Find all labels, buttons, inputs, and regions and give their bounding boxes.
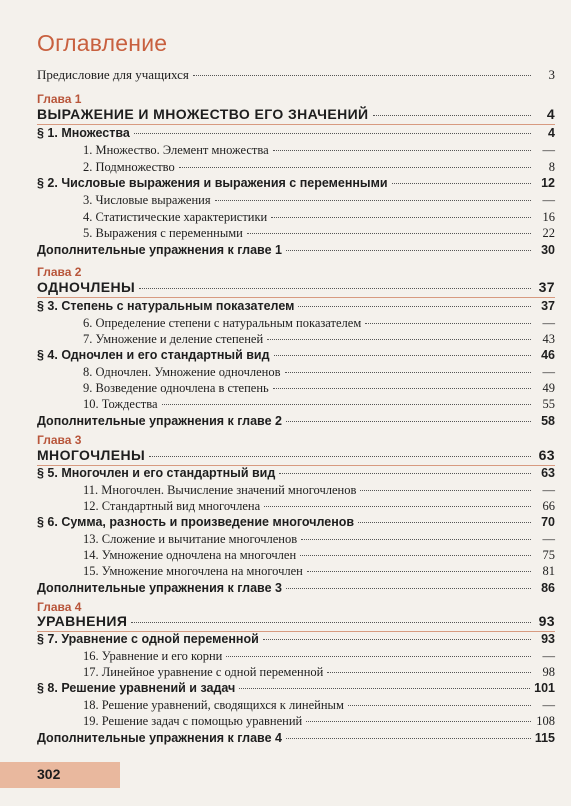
toc-subsection[interactable] — [83, 548, 555, 565]
toc-section[interactable] — [37, 126, 555, 143]
toc-subsection[interactable] — [83, 316, 555, 333]
dot-leader — [392, 183, 531, 184]
page-ref: — — [542, 193, 555, 207]
page-ref: 108 — [536, 714, 555, 728]
entry-label: 11. Многочлен. Вычисление значений многочленов — [83, 483, 357, 497]
toc-subsection[interactable] — [83, 381, 555, 398]
dot-leader — [286, 421, 531, 422]
chapter-label: Глава 2 — [37, 265, 82, 279]
toc-subsection[interactable] — [83, 365, 555, 382]
toc-subsection[interactable] — [83, 698, 555, 715]
page-number: 302 — [37, 766, 61, 782]
page-ref: 37 — [541, 299, 555, 313]
dot-leader — [139, 288, 531, 289]
dot-leader — [273, 150, 531, 151]
dot-leader — [215, 200, 531, 201]
toc-section[interactable] — [37, 515, 555, 532]
toc-subsection[interactable] — [83, 332, 555, 349]
toc-subsection[interactable] — [83, 714, 555, 731]
page-ref: 49 — [542, 381, 555, 395]
entry-label: 9. Возведение одночлена в степень — [83, 381, 269, 395]
dot-leader — [300, 555, 531, 556]
page-ref: 70 — [541, 515, 555, 529]
page-ref: 22 — [542, 226, 555, 240]
chapter-title-text: ВЫРАЖЕНИЕ И МНОЖЕСТВО ЕГО ЗНАЧЕНИЙ — [37, 106, 369, 122]
toc-subsection[interactable] — [83, 564, 555, 581]
page-ref: 4 — [546, 106, 555, 122]
page-ref: 101 — [534, 681, 555, 695]
page-ref: 81 — [542, 564, 555, 578]
dot-leader — [179, 167, 531, 168]
page-ref: 63 — [541, 466, 555, 480]
dot-leader — [131, 622, 531, 623]
dot-leader — [193, 75, 531, 76]
entry-label: Дополнительные упражнения к главе 4 — [37, 731, 282, 745]
page-ref: 93 — [538, 613, 555, 629]
entry-label: 1. Множество. Элемент множества — [83, 143, 269, 157]
entry-label: 15. Умножение многочлена на многочлен — [83, 564, 303, 578]
dot-leader — [286, 250, 531, 251]
entry-label: § 4. Одночлен и его стандартный вид — [37, 348, 270, 362]
page-ref: 4 — [548, 126, 555, 140]
toc-subsection[interactable] — [83, 499, 555, 516]
toc-subsection[interactable] — [83, 210, 555, 227]
entry-label: 8. Одночлен. Умножение одночленов — [83, 365, 281, 379]
page-ref: 8 — [548, 160, 555, 174]
toc-extra-exercises[interactable] — [37, 731, 555, 748]
page-ref: 93 — [541, 632, 555, 646]
page-ref: — — [542, 698, 555, 712]
dot-leader — [267, 339, 531, 340]
dot-leader — [285, 372, 532, 373]
page-ref: 46 — [541, 348, 555, 362]
page-ref: 98 — [542, 665, 555, 679]
page-ref: 30 — [541, 243, 555, 257]
page-ref: 75 — [542, 548, 555, 562]
entry-label: 4. Статистические характеристики — [83, 210, 268, 224]
dot-leader — [263, 639, 531, 640]
toc-section[interactable] — [37, 681, 555, 698]
toc-section[interactable] — [37, 466, 555, 483]
entry-label: 14. Умножение одночлена на многочлен — [83, 548, 297, 562]
chapter-label: Глава 3 — [37, 433, 82, 447]
toc-subsection[interactable] — [83, 665, 555, 682]
dot-leader — [298, 306, 531, 307]
chapter-title[interactable] — [37, 279, 555, 296]
toc-extra-exercises[interactable] — [37, 581, 555, 598]
entry-label: Предисловие для учащихся — [37, 67, 189, 82]
dot-leader — [373, 115, 531, 116]
chapter-title-text: ОДНОЧЛЕНЫ — [37, 279, 136, 295]
entry-label: § 1. Множества — [37, 126, 130, 140]
chapter-title-text: УРАВНЕНИЯ — [37, 613, 128, 629]
entry-label: Дополнительные упражнения к главе 3 — [37, 581, 282, 595]
dot-leader — [279, 473, 531, 474]
entry-label: § 8. Решение уравнений и задач — [37, 681, 236, 695]
entry-label: 6. Определение степени с натуральным показателем — [83, 316, 362, 330]
page-ref: 55 — [542, 397, 555, 411]
chapter-rule — [37, 124, 555, 125]
dot-leader — [226, 656, 531, 657]
toc-section[interactable] — [37, 299, 555, 316]
dot-leader — [286, 588, 531, 589]
page-ref: 16 — [542, 210, 555, 224]
entry-label: 10. Тождества — [83, 397, 158, 411]
page-ref: 115 — [534, 731, 555, 745]
toc-section[interactable] — [37, 176, 555, 193]
page-ref: — — [542, 316, 555, 330]
dot-leader — [286, 738, 531, 739]
toc-entry-preface[interactable] — [37, 67, 555, 84]
toc-subsection[interactable] — [83, 532, 555, 549]
toc-subsection[interactable] — [83, 160, 555, 177]
dot-leader — [247, 233, 531, 234]
entry-label: § 3. Степень с натуральным показателем — [37, 299, 295, 313]
entry-label: 17. Линейное уравнение с одной переменной — [83, 665, 324, 679]
chapter-rule — [37, 297, 555, 298]
entry-label: 12. Стандартный вид многочлена — [83, 499, 261, 513]
entry-label: § 7. Уравнение с одной переменной — [37, 632, 259, 646]
dot-leader — [239, 688, 530, 689]
toc-section[interactable] — [37, 348, 555, 365]
page-ref: — — [542, 365, 555, 379]
page-ref: 12 — [541, 176, 555, 190]
dot-leader — [274, 355, 531, 356]
chapter-title-text: МНОГОЧЛЕНЫ — [37, 447, 146, 463]
toc-subsection[interactable] — [83, 193, 555, 210]
dot-leader — [358, 522, 531, 523]
dot-leader — [149, 456, 531, 457]
entry-label: 5. Выражения с переменными — [83, 226, 243, 240]
entry-label: 16. Уравнение и его корни — [83, 649, 223, 663]
entry-label: 2. Подмножество — [83, 160, 175, 174]
toc-subsection[interactable] — [83, 226, 555, 243]
entry-label: § 5. Многочлен и его стандартный вид — [37, 466, 276, 480]
page-ref: 86 — [541, 581, 555, 595]
toc-section[interactable] — [37, 632, 555, 649]
entry-label: 18. Решение уравнений, сводящихся к линейным — [83, 698, 344, 712]
chapter-label: Глава 4 — [37, 600, 82, 614]
toc-subsection[interactable] — [83, 483, 555, 500]
page-ref: — — [542, 649, 555, 663]
toc-subsection[interactable] — [83, 397, 555, 414]
entry-label: Дополнительные упражнения к главе 1 — [37, 243, 282, 257]
page-ref: — — [542, 532, 555, 546]
chapter-title[interactable] — [37, 447, 555, 464]
dot-leader — [134, 133, 531, 134]
page-ref: 3 — [548, 67, 555, 82]
entry-label: § 2. Числовые выражения и выражения с переменными — [37, 176, 388, 190]
toc-extra-exercises[interactable] — [37, 243, 555, 260]
chapter-title[interactable] — [37, 106, 555, 123]
dot-leader — [307, 571, 531, 572]
chapter-label: Глава 1 — [37, 92, 82, 106]
toc-subsection[interactable] — [83, 649, 555, 666]
dot-leader — [273, 388, 531, 389]
dot-leader — [360, 490, 531, 491]
entry-label: 19. Решение задач с помощью уравнений — [83, 714, 303, 728]
page-ref: 66 — [542, 499, 555, 513]
page-ref: — — [542, 483, 555, 497]
entry-label: 7. Умножение и деление степеней — [83, 332, 264, 346]
page-ref: 63 — [538, 447, 555, 463]
toc-subsection[interactable] — [83, 143, 555, 160]
toc-extra-exercises[interactable] — [37, 414, 555, 431]
dot-leader — [264, 506, 531, 507]
page-ref: 37 — [538, 279, 555, 295]
page-ref: 43 — [542, 332, 555, 346]
dot-leader — [365, 323, 531, 324]
page-ref: 58 — [541, 414, 555, 428]
entry-label: 3. Числовые выражения — [83, 193, 211, 207]
dot-leader — [162, 404, 531, 405]
dot-leader — [306, 721, 531, 722]
entry-label: Дополнительные упражнения к главе 2 — [37, 414, 282, 428]
dot-leader — [348, 705, 531, 706]
entry-label: 13. Сложение и вычитание многочленов — [83, 532, 298, 546]
chapter-title[interactable] — [37, 613, 555, 630]
dot-leader — [327, 672, 531, 673]
page-ref: — — [542, 143, 555, 157]
dot-leader — [301, 539, 531, 540]
dot-leader — [271, 217, 531, 218]
entry-label: § 6. Сумма, разность и произведение многочленов — [37, 515, 355, 529]
page-title: Оглавление — [37, 30, 168, 56]
